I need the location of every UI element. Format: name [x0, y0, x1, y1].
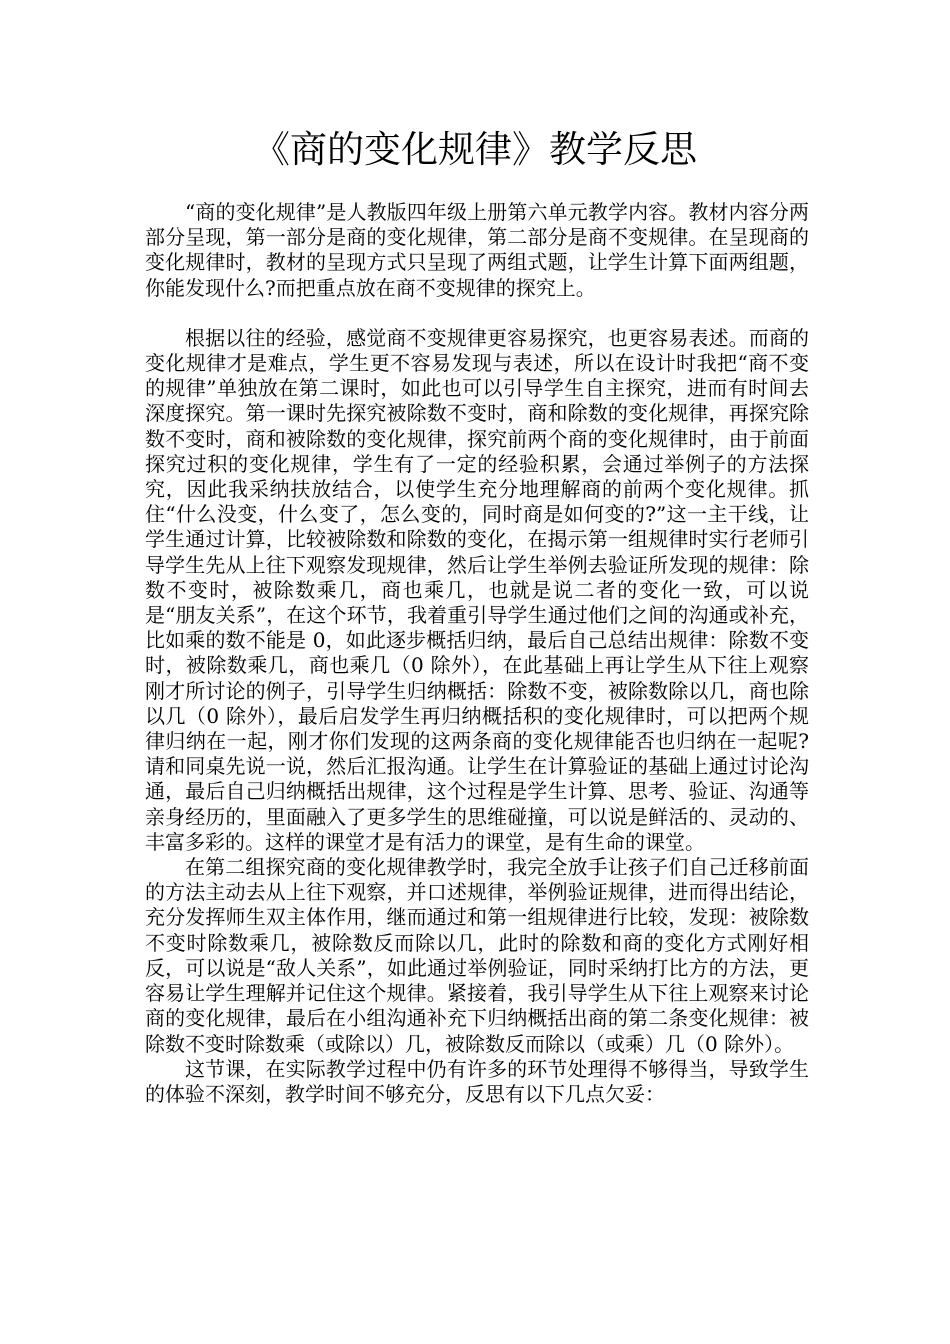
paragraph-spacer [145, 301, 809, 326]
document-title: 《商的变化规律》教学反思 [253, 128, 697, 171]
paragraph-second-group: 在第二组探究商的变化规律教学时，我完全放手让孩子们自己迁移前面的方法主动去从上往下观察，并口述规律，举例验证规律，进而得出结论，充分发挥师生双主体作用，继而通过和第一组规律进行比较，发现：被除数不变时除数乘几，被除数反而除以几，此时的除数和商的变化方式刚好相反，可以说是“敌人关系”，如此通过举例验证，同时采纳打比方的方法，更容易让学生理解并记住这个规律。紧接着，我引导学生从下往上观察来讨论商的变化规律，最后在小组沟通补充下归纳概括出商的第二条变化规律：被除数不变时除数乘（或除以）几，被除数反而除以（或乘）几（0 除外）。 [145, 855, 809, 1056]
document-body [145, 200, 809, 1107]
paragraph-first-lesson: 根据以往的经验，感觉商不变规律更容易探究，也更容易表述。而商的变化规律才是难点，学生更不容易发现与表述，所以在设计时我把“商不变的规律”单独放在第二课时，如此也可以引导学生自主探究，进而有时间去深度探究。第一课时先探究被除数不变时，商和除数的变化规律，再探究除数不变时，商和被除数的变化规律，探究前两个商的变化规律时，由于前面探究过积的变化规律，学生有了一定的经验积累，会通过举例子的方法探究，因此我采纳扶放结合，以使学生充分地理解商的前两个变化规律。抓住“什么没变，什么变了，怎么变的，同时商是如何变的?”这一主干线，让学生通过计算，比较被除数和除数的变化，在揭示第一组规律时实行老师引导学生先从上往下观察发现规律，然后让学生举例去验证所发现的规律：除数不变时，被除数乘几，商也乘几，也就是说二者的变化一致，可以说是“朋友关系”，在这个环节，我着重引导学生通过他们之间的沟通或补充，比如乘的数不能是 0，如此逐步概括归纳，最后自己总结出规律：除数不变时，被除数乘几，商也乘几（0 除外），在此基础上再让学生从下往上观察刚才所讨论的例子，引导学生归纳概括：除数不变，被除数除以几，商也除以几（0 除外），最后启发学生再归纳概括积的变化规律时，可以把两个规律归纳在一起，刚才你们发现的这两条商的变化规律能否也归纳在一起呢?请和同桌先说一说，然后汇报沟通。让学生在计算验证的基础上通过讨论沟通，最后自己归纳概括出规律，这个过程是学生计算、思考、验证、沟通等亲身经历的，里面融入了更多学生的思维碰撞，可以说是鲜活的、灵动的、丰富多彩的。这样的课堂才是有活力的课堂，是有生命的课堂。 [145, 325, 809, 854]
paragraph-intro: “商的变化规律”是人教版四年级上册第六单元教学内容。教材内容分两部分呈现，第一部分是商的变化规律，第二部分是商不变规律。在呈现商的变化规律时，教材的呈现方式只呈现了两组式题，让学生计算下面两组题，你能发现什么?而把重点放在商不变规律的探究上。 [145, 200, 809, 300]
paragraph-reflection: 这节课，在实际教学过程中仍有许多的环节处理得不够得当，导致学生的体验不深刻，教学时间不够充分，反思有以下几点欠妥： [145, 1056, 809, 1106]
